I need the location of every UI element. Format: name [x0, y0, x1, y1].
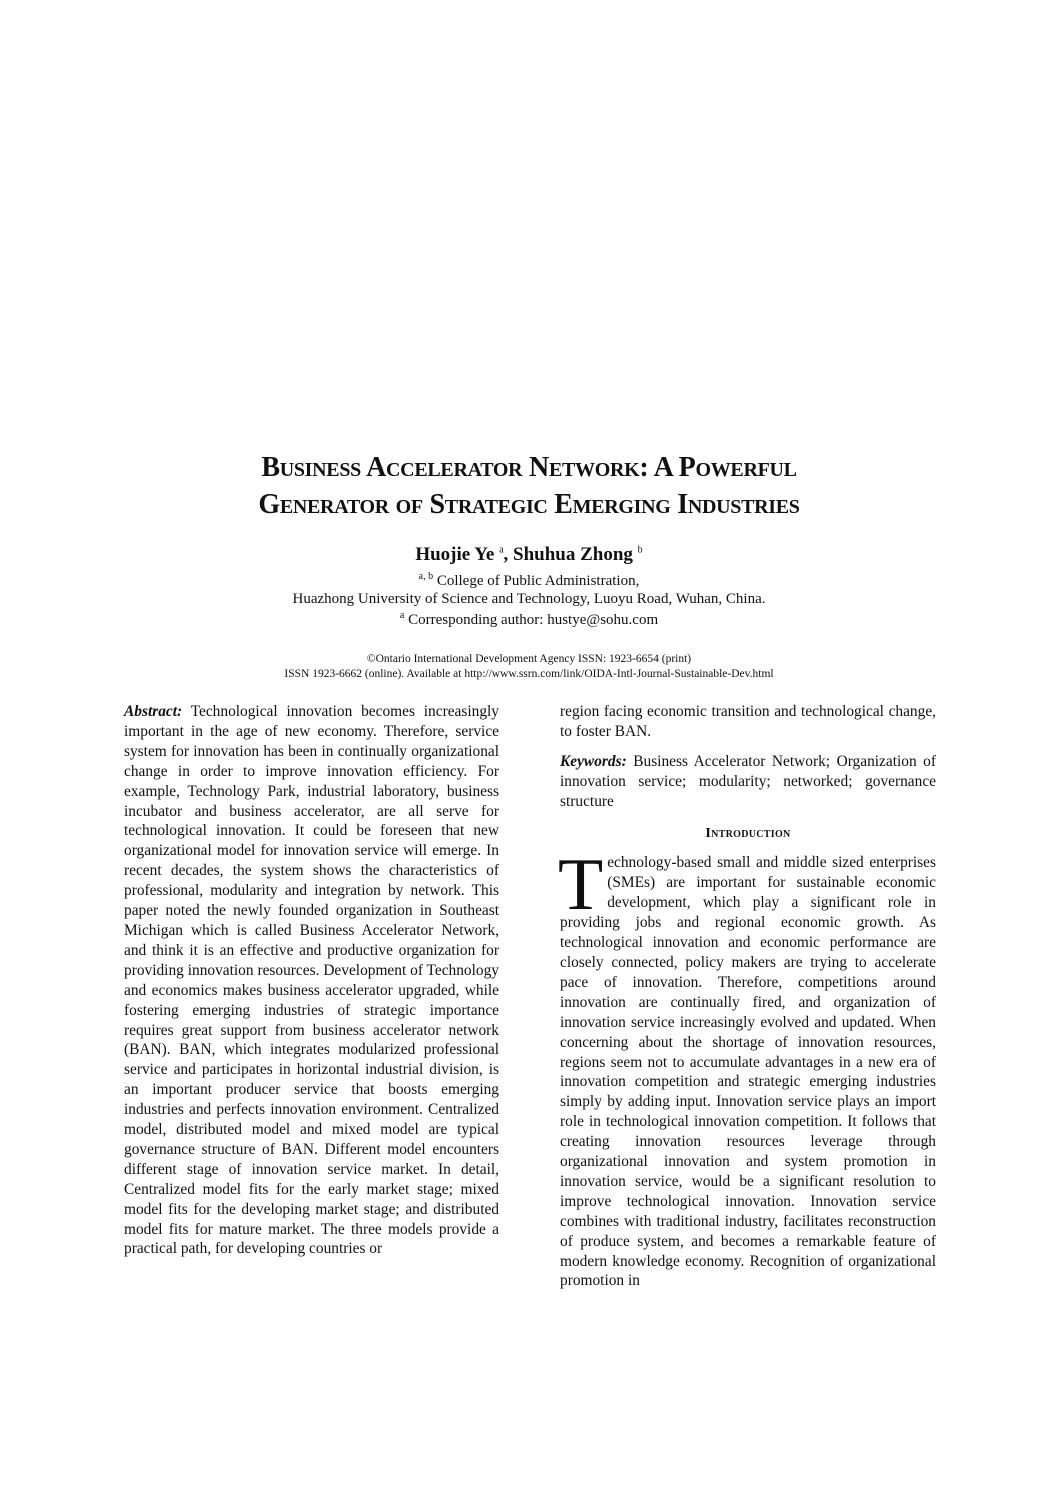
title-line-2: Generator of Strategic Emerging Industries [258, 489, 800, 520]
author-name: Shuhua Zhong [513, 544, 633, 565]
introduction-text: echnology-based small and middle sized enterprises (SMEs) are important for sustainable economic development, which play a significant role in providing jobs and regional economic growth. As technological innovation and economic performance are closely connected, policy makers are trying to accelerate pace of innovation. Therefore, competitions around innovation are continually fired, and organization of innovation service increasingly evolved and updated. When concerning about the shortage of innovation resources, regions seem not to accumulate advantages in a new era of innovation competition and strategic emerging industries simply by adding input. Innovation service plays an import role in technological innovation competition. It follows that creating innovation resources leverage through organizational innovation and system promotion in innovation service, would be a significant resolution to improve technological innovation. Innovation service combines with traditional industry, facilitates reconstruction of produce system, and becomes a remarkable feature of modern knowledge economy. Recognition of organizational promotion in [560, 854, 936, 1290]
abstract-text: Technological innovation becomes increasingly important in the age of new economy. Therefore, service system for innovation has been in continually organizational change in order to improve innovation efficiency. For example, Technology Park, industrial laboratory, business incubator and business accelerator, are all serve for technological innovation. It could be foreseen that new organizational model for innovation service will emerge. In recent decades, the system shows the characteristics of professional, modularity and integration by network. This paper noted the newly founded organization in Southeast Michigan which is called Business Accelerator Network, and think it is an effective and productive organization for providing innovation resources. Development of Technology and economics makes business accelerator upgraded, while fostering emerging industries of strategic importance requires great support from business accelerator network (BAN). BAN, which integrates modularized professional service and participates in horizontal industrial division, is an important producer service that boosts emerging industries and perfects innovation environment. Centralized model, distributed model and mixed model are typical governance structure of BAN. Different model encounters different stage of innovation service market. In detail, Centralized model fits for the early market stage; mixed model fits for the developing market stage; and distributed model fits for mature market. The three models provide a practical path, for developing countries or [124, 703, 499, 1258]
corresponding-author [0, 610, 1058, 629]
author-list [0, 544, 1058, 566]
affiliation-mark: a [399, 610, 405, 621]
left-column [124, 702, 499, 1259]
author-affiliation-mark: a [499, 544, 504, 556]
keywords-text: Business Accelerator Network; Organization of innovation service; modularity; networked; governance structure [560, 752, 936, 810]
keywords-paragraph [560, 752, 936, 812]
author-affiliation-mark: b [637, 544, 643, 556]
author-name: Huojie Ye [415, 544, 495, 565]
abstract-label: Abstract: [124, 703, 183, 720]
affiliation-text: College of Public Administration, [433, 573, 640, 589]
drop-cap: T [558, 844, 604, 927]
publication-info-line: ©Ontario International Development Agency ISSN: 1923-6654 (print) [366, 653, 692, 665]
paper-title [0, 449, 1058, 523]
right-column [560, 702, 936, 1291]
corresponding-author-text: Corresponding author: hustye@sohu.com [404, 612, 659, 628]
affiliation-line: Huazhong University of Science and Technology, Luoyu Road, Wuhan, China. [292, 591, 766, 607]
keywords-label: Keywords: [560, 752, 627, 770]
abstract-continuation: region facing economic transition and technological change, to foster BAN. [560, 703, 936, 740]
affiliation-line [0, 571, 1058, 590]
section-heading-introduction: Introduction [705, 825, 791, 841]
abstract-paragraph [124, 702, 499, 1259]
publication-info-line: ISSN 1923-6662 (online). Available at http://www.ssrn.com/link/OIDA-Intl-Journal-Sustainable-Dev.html [284, 668, 774, 680]
introduction-paragraph [558, 844, 936, 1291]
author-separator: , [503, 544, 514, 565]
title-line-1: Business Accelerator Network: A Powerful [261, 452, 797, 483]
affiliation-mark: a, b [418, 571, 434, 582]
